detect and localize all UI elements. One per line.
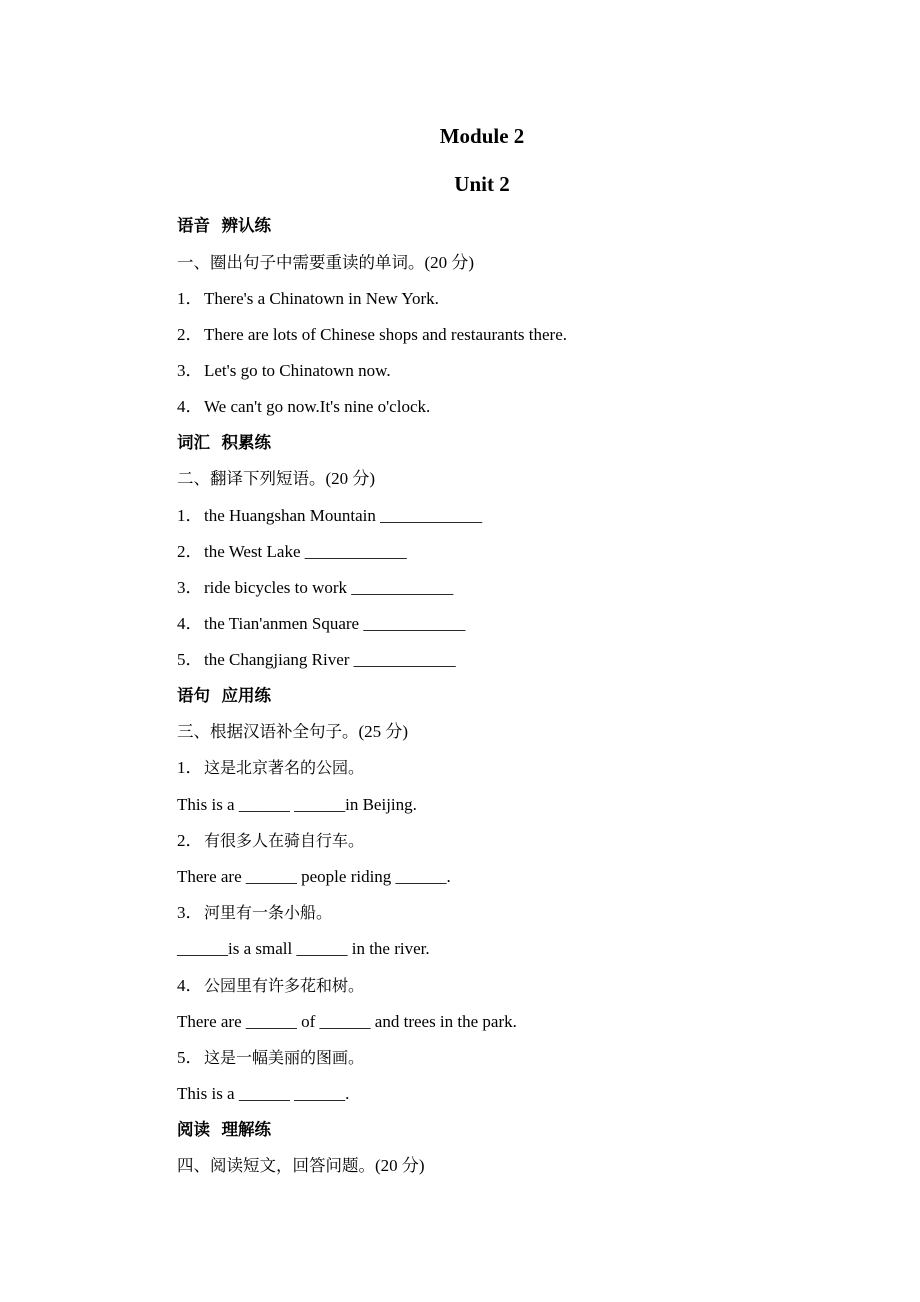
item-text: the Huangshan Mountain ____________ <box>204 506 483 525</box>
exercise-item-chinese <box>177 758 364 778</box>
section-heading-vocabulary: 词汇 积累练 <box>177 433 271 452</box>
section-instruction-1 <box>177 253 474 273</box>
points-label: (20 分) <box>325 469 376 488</box>
item-number: 2． <box>177 542 203 561</box>
section-heading-sentences: 语句 应用练 <box>177 686 271 705</box>
exercise-item-english: ______is a small ______ in the river. <box>177 939 430 958</box>
section-heading-reading: 阅读 理解练 <box>177 1120 271 1139</box>
exercise-item-english: This is a ______ ______. <box>177 1084 350 1103</box>
exercise-item <box>177 542 407 562</box>
item-number: 4． <box>177 397 203 416</box>
document-title: Module 2 <box>439 124 525 148</box>
exercise-item <box>177 506 482 526</box>
item-number: 3． <box>177 361 203 380</box>
chinese-prompt: 公园里有许多花和树。 <box>204 976 365 995</box>
item-number: 2． <box>177 831 203 850</box>
section-instruction-4 <box>177 1156 425 1176</box>
points-label: (25 分) <box>358 722 409 741</box>
item-number: 1． <box>177 289 203 308</box>
item-number: 2． <box>177 325 203 344</box>
exercise-item <box>177 397 430 417</box>
section-instruction-3 <box>177 722 408 742</box>
item-text: the Changjiang River ____________ <box>204 650 456 669</box>
item-number: 5． <box>177 650 203 669</box>
item-text: the Tian'anmen Square ____________ <box>204 614 466 633</box>
chinese-prompt: 这是北京著名的公园。 <box>204 758 365 777</box>
exercise-item <box>177 289 439 309</box>
exercise-item <box>177 614 465 634</box>
section-heading-pronunciation: 语音 辨认练 <box>177 216 271 235</box>
instruction-text: 四、阅读短文，回答问题。 <box>177 1156 375 1175</box>
chinese-prompt: 这是一幅美丽的图画。 <box>204 1048 365 1067</box>
exercise-item-chinese <box>177 831 364 851</box>
instruction-text: 二、翻译下列短语。 <box>177 469 326 488</box>
item-number: 3． <box>177 578 203 597</box>
instruction-text: 一、圈出句子中需要重读的单词。 <box>177 253 425 272</box>
item-number: 4． <box>177 614 203 633</box>
item-number: 3． <box>177 903 203 922</box>
exercise-item-english: There are ______ of ______ and trees in the park. <box>177 1012 517 1031</box>
item-text: There's a Chinatown in New York. <box>204 289 439 308</box>
item-text: ride bicycles to work ____________ <box>204 578 454 597</box>
item-text: There are lots of Chinese shops and restaurants there. <box>204 325 568 344</box>
points-label: (20 分) <box>375 1156 425 1175</box>
document-subtitle: Unit 2 <box>454 172 510 196</box>
exercise-item-chinese <box>177 976 364 996</box>
exercise-item <box>177 325 567 345</box>
item-text: the West Lake ____________ <box>204 542 407 561</box>
instruction-text: 三、根据汉语补全句子。 <box>177 722 359 741</box>
item-number: 1． <box>177 758 203 777</box>
chinese-prompt: 有很多人在骑自行车。 <box>204 831 365 850</box>
exercise-item <box>177 578 453 598</box>
exercise-item-chinese <box>177 1048 364 1068</box>
exercise-item-english: There are ______ people riding ______. <box>177 867 451 886</box>
item-number: 1． <box>177 506 203 525</box>
points-label: (20 分) <box>424 253 475 272</box>
exercise-item-chinese <box>177 903 332 923</box>
item-number: 5． <box>177 1048 203 1067</box>
exercise-item <box>177 650 456 670</box>
chinese-prompt: 河里有一条小船。 <box>204 903 333 922</box>
item-text: Let's go to Chinatown now. <box>204 361 391 380</box>
item-number: 4． <box>177 976 203 995</box>
exercise-item <box>177 361 391 381</box>
exercise-item-english: This is a ______ ______in Beijing. <box>177 795 417 814</box>
section-instruction-2 <box>177 469 375 489</box>
item-text: We can't go now.It's nine o'clock. <box>204 397 431 416</box>
